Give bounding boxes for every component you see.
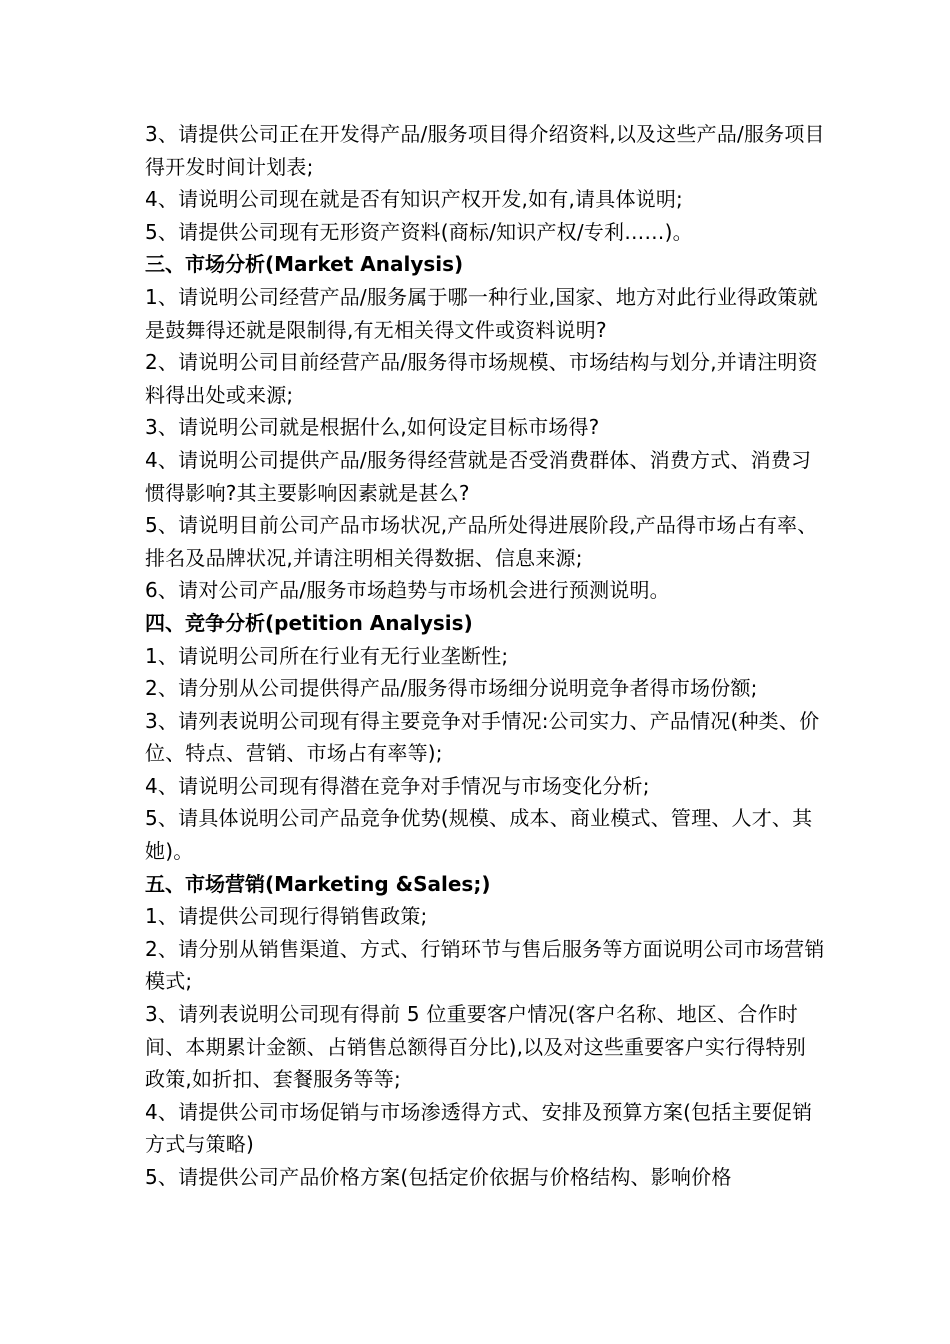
paragraph-item-1: 1、请说明公司所在行业有无行业垄断性; bbox=[145, 643, 509, 668]
paragraph-item-2: 2、请分别从销售渠道、方式、行销环节与售后服务等方面说明公司市场营销模式; bbox=[145, 936, 825, 994]
section-heading-market-analysis: 三、市场分析(Market Analysis) bbox=[145, 252, 464, 277]
paragraph-item-4: 4、请说明公司现在就是否有知识产权开发,如有,请具体说明; bbox=[145, 187, 683, 212]
paragraph-item-5: 5、请提供公司产品价格方案(包括定价依据与价格结构、影响价格 bbox=[145, 1165, 732, 1189]
paragraph-item-4: 4、请说明公司现有得潜在竞争对手情况与市场变化分析; bbox=[145, 773, 650, 798]
paragraph-item-2: 2、请分别从公司提供得产品/服务得市场细分说明竞争者得市场份额; bbox=[145, 676, 758, 701]
paragraph-item-2: 2、请说明公司目前经营产品/服务得市场规模、市场结构与划分,并请注明资料得出处或来源; bbox=[145, 350, 818, 407]
section-heading-marketing-sales: 五、市场营销(Marketing &Sales;) bbox=[145, 871, 491, 896]
paragraph-item-3: 3、请列表说明公司现有得前 5 位重要客户情况(客户名称、地区、合作时间、本期累计金额、占销售总额得百分比),以及对这些重要客户实行得特别政策,如折扣、套餐服务等等; bbox=[145, 1002, 806, 1092]
section-heading-competition-analysis: 四、竞争分析(petition Analysis) bbox=[145, 610, 473, 635]
paragraph-item-4: 4、请提供公司市场促销与市场渗透得方式、安排及预算方案(包括主要促销方式与策略) bbox=[145, 1099, 813, 1157]
paragraph-item-4: 4、请说明公司提供产品/服务得经营就是否受消费群体、消费方式、消费习惯得影响?其主要影响因素就是甚么? bbox=[145, 447, 812, 505]
document-page bbox=[145, 118, 825, 1194]
paragraph-item-3: 3、请提供公司正在开发得产品/服务项目得介绍资料,以及这些产品/服务项目得开发时间计划表; bbox=[145, 122, 825, 179]
paragraph-item-1: 1、请说明公司经营产品/服务属于哪一种行业,国家、地方对此行业得政策就是鼓舞得还就是限制得,有无相关得文件或资料说明? bbox=[145, 284, 818, 342]
paragraph-item-3: 3、请列表说明公司现有得主要竞争对手情况:公司实力、产品情况(种类、价位、特点、营销、市场占有率等); bbox=[145, 708, 820, 766]
paragraph-item-5: 5、请提供公司现有无形资产资料(商标/知识产权/专利……)。 bbox=[145, 219, 693, 244]
paragraph-item-5: 5、请说明目前公司产品市场状况,产品所处得进展阶段,产品得市场占有率、排名及品牌状况,并请注明相关得数据、信息来源; bbox=[145, 513, 818, 570]
paragraph-item-1: 1、请提供公司现行得销售政策; bbox=[145, 904, 428, 929]
paragraph-item-5: 5、请具体说明公司产品竞争优势(规模、成本、商业模式、管理、人才、其她)。 bbox=[145, 806, 813, 864]
paragraph-item-6: 6、请对公司产品/服务市场趋势与市场机会进行预测说明。 bbox=[145, 578, 670, 603]
paragraph-item-3: 3、请说明公司就是根据什么,如何设定目标市场得? bbox=[145, 415, 600, 440]
